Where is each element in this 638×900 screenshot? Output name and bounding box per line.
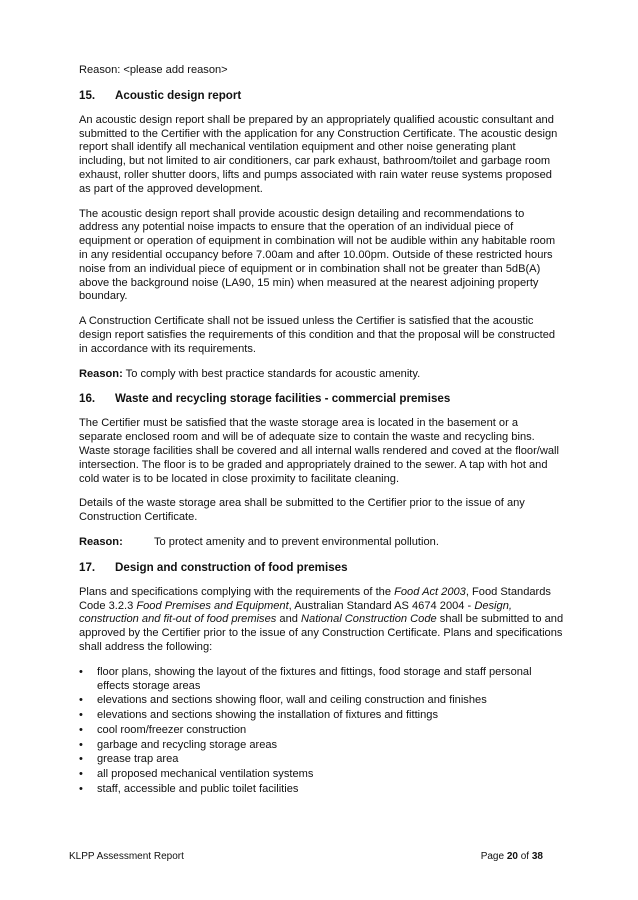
reason-label: Reason: xyxy=(79,535,123,548)
page-footer xyxy=(69,851,543,863)
text-run-italic: Food Act 2003 xyxy=(394,585,466,598)
reason-placeholder: Reason: <please add reason> xyxy=(79,64,228,76)
list-item xyxy=(79,724,564,738)
text-run: , Australian Standard AS 4674 2004 - xyxy=(288,599,475,612)
reason-line xyxy=(79,368,564,382)
page-total: 38 xyxy=(531,851,543,862)
bullet-icon: • xyxy=(79,738,83,751)
section-number: 15. xyxy=(79,88,96,102)
list-item-text: elevations and sections showing floor, wall and ceiling construction and finishes xyxy=(97,694,487,707)
reason-line xyxy=(79,536,564,550)
footer-report-title: KLPP Assessment Report xyxy=(69,851,184,862)
list-item-text: floor plans, showing the layout of the fixtures and fittings, food storage and staff personal effects storage areas xyxy=(97,665,532,692)
list-item xyxy=(79,768,564,782)
paragraph: The acoustic design report shall provide acoustic design detailing and recommendations to address any potential noise impacts to ensure that the operation of an individual piece of equipment or operation of equipment in combination will not be audible within any habitable room in any residential occupancy before 7.00am and after 10.00pm. Outside of these restricted hours noise from an individual piece of equipment or in combination shall not be greater than 5dB(A) above the background noise (LA90, 15 min) when measured at the nearest adjoining property boundary. xyxy=(79,207,556,303)
list-item xyxy=(79,753,564,767)
reason-text: To protect amenity and to prevent environmental pollution. xyxy=(154,535,439,548)
section-title: Acoustic design report xyxy=(115,88,242,102)
page-number xyxy=(481,851,543,863)
section-title: Waste and recycling storage facilities - commercial premises xyxy=(115,392,451,406)
list-item xyxy=(79,783,564,797)
bullet-icon: • xyxy=(79,768,83,781)
text-run: , Food Standards Code 3.2.3 xyxy=(79,585,551,612)
section-16-heading xyxy=(79,392,564,406)
paragraph: Details of the waste storage area shall be submitted to the Certifier prior to the issue of any Construction Certificate. xyxy=(79,497,525,524)
section-15-heading xyxy=(79,89,564,103)
list-item-text: cool room/freezer construction xyxy=(97,723,247,736)
section-number: 17. xyxy=(79,560,96,574)
text-run-italic: Design, construction and fit-out of food premises xyxy=(79,599,512,626)
list-item-text: all proposed mechanical ventilation systems xyxy=(97,768,314,781)
list-item-text: grease trap area xyxy=(97,753,179,766)
text-run: and xyxy=(276,613,302,626)
list-item-text: staff, accessible and public toilet facilities xyxy=(97,783,299,796)
page-label: Page xyxy=(480,851,507,862)
text-run: shall be submitted to and approved by the Certifier prior to the issue of any Construction Certificate. Plans and specifications shall address the following: xyxy=(79,613,564,653)
text-run-italic: Food Premises and Equipment xyxy=(136,599,289,612)
text-run-italic: National Construction Code xyxy=(301,613,437,626)
section-title: Design and construction of food premises xyxy=(115,560,348,574)
list-item-text: garbage and recycling storage areas xyxy=(97,738,278,751)
requirements-list xyxy=(79,666,564,797)
reason-label: Reason: xyxy=(79,367,123,380)
list-item-text: elevations and sections showing the installation of fixtures and fittings xyxy=(97,709,439,722)
bullet-icon: • xyxy=(79,709,83,722)
paragraph xyxy=(79,586,564,655)
reason-text: To comply with best practice standards for acoustic amenity. xyxy=(122,367,421,380)
section-17-heading xyxy=(79,561,564,575)
list-item xyxy=(79,694,564,708)
bullet-icon: • xyxy=(79,783,83,796)
bullet-icon: • xyxy=(79,694,83,707)
bullet-icon: • xyxy=(79,723,83,736)
bullet-icon: • xyxy=(79,753,83,766)
page-current: 20 xyxy=(506,851,518,862)
section-number: 16. xyxy=(79,392,96,406)
text-run: Plans and specifications complying with the requirements of the xyxy=(79,585,395,598)
document-body xyxy=(79,64,564,798)
bullet-icon: • xyxy=(79,665,83,678)
list-item xyxy=(79,739,564,753)
list-item xyxy=(79,709,564,723)
paragraph: An acoustic design report shall be prepared by an appropriately qualified acoustic consultant and submitted to the Certifier with the application for any Construction Certificate. The acoustic design report shall identify all mechanical ventilation equipment and other noise generating plant including, but not limited to air conditioners, car park exhaust, bathroom/toilet and garbage room exhaust, roller shutter doors, lifts and pumps associated with rain water reuse systems proposed as part of the approved development. xyxy=(79,113,558,195)
paragraph: A Construction Certificate shall not be issued unless the Certifier is satisfied that the acoustic design report satisfies the requirements of this condition and that the proposal will be constructed in accordance with its requirements. xyxy=(79,315,556,355)
list-item xyxy=(79,666,564,694)
page-of: of xyxy=(517,851,532,862)
paragraph: The Certifier must be satisfied that the waste storage area is located in the basement or a separate enclosed room and will be of adequate size to contain the waste and recycling bins. Waste storage facilities shall be covered and all internal walls rendered and coved at the floor/wall intersection. The floor is to be graded and appropriately drained to the sewer. A tap with hot and cold water is to be located in close proximity to facilitate cleaning. xyxy=(79,417,559,485)
